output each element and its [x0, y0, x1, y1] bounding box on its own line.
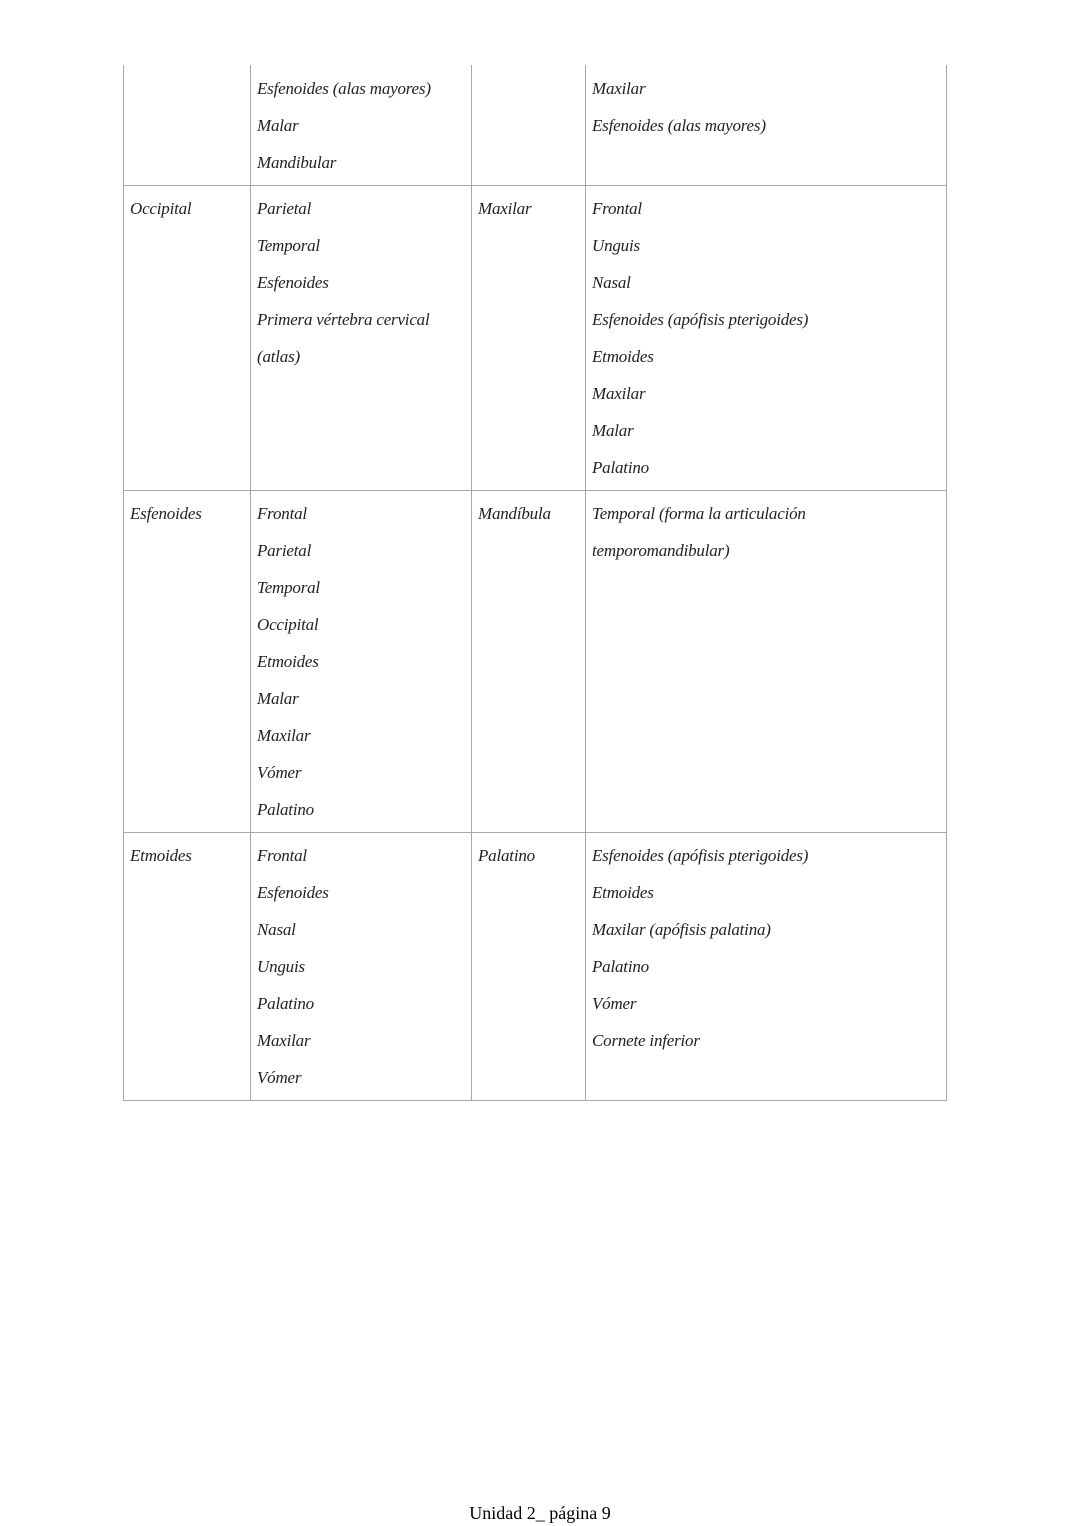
articulation-item: Palatino [257, 994, 314, 1013]
page-footer: Unidad 2_ página 9 [469, 1503, 611, 1523]
articulation-item: Esfenoides (alas mayores) [257, 79, 431, 98]
bone-name: Etmoides [130, 846, 192, 865]
articulation-item: Esfenoides (apófisis pterigoides) [592, 846, 809, 865]
articulation-item: Palatino [257, 800, 314, 819]
bone-cell-left [124, 186, 251, 491]
bone-cell-right [472, 65, 586, 186]
articulation-cell-left [251, 186, 472, 491]
articulation-item: Palatino [592, 957, 649, 976]
articulation-item: Unguis [592, 236, 640, 255]
table-row [124, 491, 947, 833]
articulation-item: Maxilar [257, 1031, 311, 1050]
articulation-item: Unguis [257, 957, 305, 976]
articulation-item: Malar [592, 421, 634, 440]
articulation-item: Malar [257, 116, 299, 135]
articulation-item: Frontal [257, 504, 307, 523]
bone-name: Esfenoides [130, 504, 202, 523]
articulation-item: Maxilar [592, 79, 646, 98]
bone-name: Palatino [478, 846, 535, 865]
bone-articulation-table [123, 65, 947, 1101]
table-row [124, 65, 947, 186]
articulation-item: (atlas) [257, 347, 300, 366]
bone-cell-right [472, 186, 586, 491]
articulation-item: Etmoides [592, 883, 654, 902]
articulation-item: Cornete inferior [592, 1031, 700, 1050]
articulation-item: Palatino [592, 458, 649, 477]
articulation-cell-right [586, 65, 947, 186]
articulation-item: Temporal [257, 236, 320, 255]
articulation-item: Nasal [257, 920, 296, 939]
articulation-item: Maxilar (apófisis palatina) [592, 920, 771, 939]
table-row [124, 833, 947, 1101]
articulation-item: Etmoides [592, 347, 654, 366]
articulation-item: Parietal [257, 199, 312, 218]
articulation-item: Esfenoides [257, 883, 329, 902]
articulation-item: Maxilar [592, 384, 646, 403]
articulation-item: Esfenoides (alas mayores) [592, 116, 766, 135]
articulation-item: Temporal (forma la articulación [592, 504, 806, 523]
articulation-cell-left [251, 491, 472, 833]
articulation-item: Vómer [257, 763, 302, 782]
articulation-item: Frontal [257, 846, 307, 865]
bone-cell-left [124, 65, 251, 186]
articulation-item: Etmoides [257, 652, 319, 671]
articulation-cell-right [586, 186, 947, 491]
articulation-cell-right [586, 833, 947, 1101]
articulation-item: Occipital [257, 615, 319, 634]
articulation-item: Esfenoides [257, 273, 329, 292]
articulation-item: Vómer [592, 994, 637, 1013]
articulation-item: Nasal [592, 273, 631, 292]
articulation-cell-left [251, 65, 472, 186]
articulation-item: Esfenoides (apófisis pterigoides) [592, 310, 809, 329]
articulation-item: Primera vértebra cervical [257, 310, 430, 329]
articulation-item: Maxilar [257, 726, 311, 745]
table-body [124, 65, 947, 1101]
articulation-cell-right [586, 491, 947, 833]
articulation-item: Frontal [592, 199, 642, 218]
bone-cell-left [124, 833, 251, 1101]
articulation-item: Malar [257, 689, 299, 708]
articulation-item: temporomandibular) [592, 541, 730, 560]
articulation-item: Vómer [257, 1068, 302, 1087]
bone-name: Maxilar [478, 199, 532, 218]
articulation-cell-left [251, 833, 472, 1101]
bone-cell-right [472, 833, 586, 1101]
bone-name: Occipital [130, 199, 192, 218]
articulation-item: Temporal [257, 578, 320, 597]
table-row [124, 186, 947, 491]
bone-name: Mandíbula [478, 504, 551, 523]
articulation-item: Parietal [257, 541, 312, 560]
bone-cell-right [472, 491, 586, 833]
articulation-item: Mandibular [257, 153, 337, 172]
bone-cell-left [124, 491, 251, 833]
